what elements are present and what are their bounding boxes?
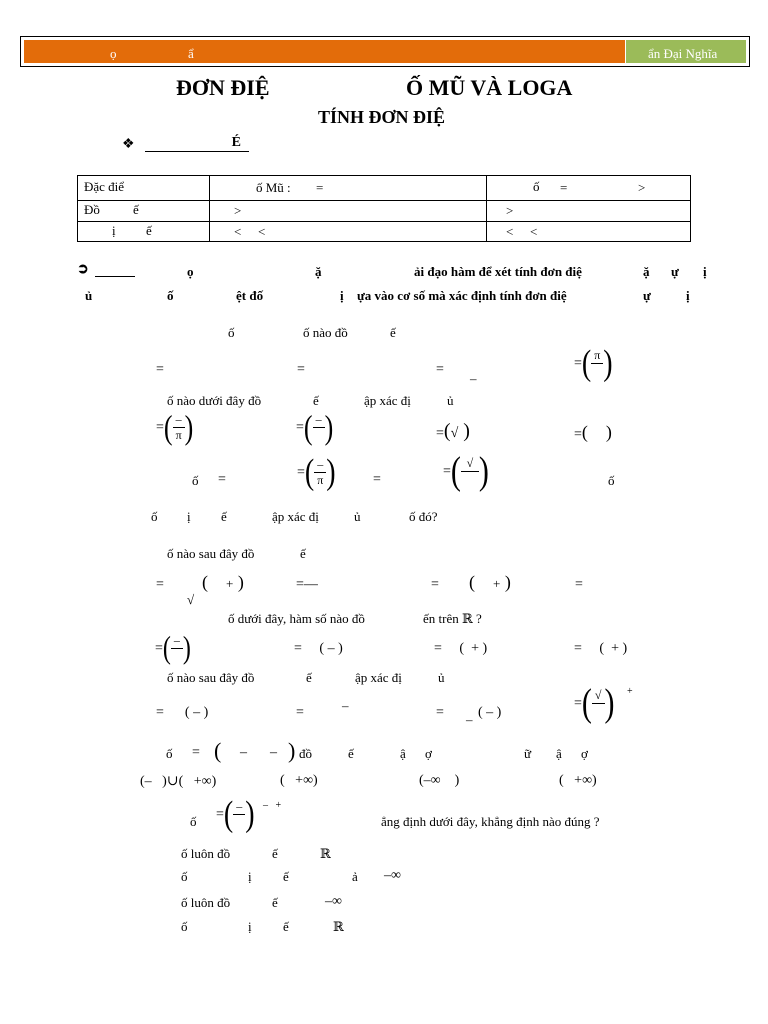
q7-option-c: (–∞ ) (419, 773, 460, 788)
q8-option-d: ℝ (333, 919, 344, 934)
table-cell: ị (112, 223, 116, 238)
q7-stem: ế (348, 746, 354, 761)
q4-paren-a: ( + ) (202, 572, 244, 592)
q7-stem: ố (166, 746, 173, 761)
comparison-table (77, 175, 691, 242)
q8-option-a: ế (272, 846, 278, 861)
table-cell: > (638, 180, 646, 195)
q6-option-d: =( √ ) (574, 681, 615, 725)
q3-stem: = (373, 472, 381, 487)
table-cell: ố (533, 179, 540, 194)
q7-stem: – (270, 745, 277, 760)
q3-stem: ố (192, 473, 199, 488)
q1-option-d: =( π ) (574, 342, 613, 383)
q7-stem: ợ (581, 746, 588, 761)
intro-text: ố (167, 288, 174, 303)
q1-stem: ố nào đồ (303, 325, 348, 340)
q8-option-b: ế (283, 869, 289, 884)
q7-stem: = (192, 745, 200, 760)
q1-minus: – (470, 371, 477, 386)
table-cell: < (506, 224, 514, 239)
q5-option-b: = ( – ) (294, 641, 343, 656)
header-fragment: ọ (110, 46, 117, 61)
table-cell: ế (133, 202, 139, 217)
table-cell: Đặc điể (84, 179, 125, 194)
table-cell: ế (146, 223, 152, 238)
q2-stem: ố nào dưới đây đồ (167, 393, 262, 408)
q4-stem: ế (300, 546, 306, 561)
q6-stem: ế (306, 670, 312, 685)
q8-option-b: ố (181, 869, 188, 884)
intro-text: ị (686, 288, 690, 303)
intro-text: ự (643, 288, 651, 303)
q8-option-c: ố luôn đồ (181, 895, 231, 910)
q4-option-d: = (575, 577, 583, 592)
q5-stem: ố dưới đây, hàm số nào đồ (228, 611, 365, 626)
q4-paren-c: ( + ) (469, 572, 511, 592)
q5-option-c: = ( + ) (434, 641, 488, 656)
q6-paren-c: ( – ) (478, 705, 502, 720)
page-subtitle: TÍNH ĐƠN ĐIỆ (318, 107, 446, 127)
intro-blank-underline (95, 262, 135, 277)
table-cell: = (560, 180, 568, 195)
q3-stem: ị (187, 509, 191, 524)
arrow-icon: ➲ (77, 262, 89, 277)
q8-option-d: ố (181, 919, 188, 934)
intro-text: ặ (643, 264, 650, 279)
q3-stem: ố (608, 473, 615, 488)
q6-superscript: – (342, 698, 349, 713)
table-cell: > (234, 203, 242, 218)
q4-option-c: = (431, 577, 439, 592)
q8-option-d: ị (248, 919, 252, 934)
q2-option-c: =(√ ) (436, 420, 470, 442)
table-cell: Đồ (84, 202, 100, 217)
intro-text: ị (703, 264, 707, 279)
q7-option-d: ( +∞) (559, 773, 597, 788)
q8-option-c: ế (272, 895, 278, 910)
q3-stem: ố (151, 509, 158, 524)
q5-option-d: = ( + ) (574, 641, 628, 656)
q7-stem: ậ (400, 746, 406, 761)
q8-stem: ố (190, 814, 197, 829)
intro-text: ệt đố (236, 288, 264, 303)
q7-stem: ữ (524, 746, 532, 761)
table-cell: < (234, 224, 242, 239)
q8-option-a: ℝ (320, 846, 331, 861)
q6-stem: ố nào sau đây đồ (167, 670, 255, 685)
q6-option-b: = (296, 705, 304, 720)
q7-paren: ) (288, 738, 296, 763)
intro-text: ựa vào cơ số mà xác định tính đơn điệ (357, 288, 567, 303)
q4-option-b: =— (296, 577, 318, 592)
table-cell: = (316, 180, 324, 195)
intro-text: ọ (187, 264, 194, 279)
intro-text: ủ (85, 288, 93, 303)
q7-stem: đồ (299, 746, 312, 761)
q4-option-a: = (156, 577, 164, 592)
q2-stem: ế (313, 393, 319, 408)
q6-option-c: = (436, 705, 444, 720)
q2-stem: ủ (447, 393, 454, 408)
page-title-left: ĐƠN ĐIỆ (176, 75, 270, 100)
header-author-band (626, 40, 746, 63)
q3-stem: ố đó? (409, 509, 438, 524)
q6-exponent: + (627, 686, 633, 697)
q1-stem: ế (390, 325, 396, 340)
author-name: ẩn Đại Nghĩa (648, 46, 718, 61)
table-cell: ố Mũ : (256, 180, 291, 195)
section-heading: É (145, 135, 249, 152)
q2-option-d: =( ) (574, 422, 612, 442)
q7-stem: – (240, 745, 247, 760)
q1-option-a: = (156, 362, 164, 377)
q5-stem: ến trên ℝ ? (423, 611, 482, 626)
q3-stem: ế (221, 509, 227, 524)
q1-option-c: = (436, 362, 444, 377)
q3-stem: ập xác đị (272, 509, 319, 524)
q2-option-a: =( $\frac{-}{\pi}$ ) (156, 408, 194, 446)
q3-expr-d: =( √ ) (443, 449, 489, 493)
q8-option-b: ả (352, 869, 358, 884)
q5-option-a: =( – ) (155, 631, 191, 666)
q7-option-b: ( +∞) (280, 773, 318, 788)
q4-sqrt: √ (187, 592, 195, 607)
header-bar (20, 36, 750, 67)
q8-option-b: –∞ (384, 868, 401, 883)
q8-option-d: ế (283, 919, 289, 934)
q4-stem: ố nào sau đây đồ (167, 546, 255, 561)
q3-expr-b: =( $\frac{-}{\pi}$ ) (297, 451, 336, 492)
table-cell: < (530, 224, 538, 239)
intro-text: ự (671, 264, 679, 279)
table-cell: > (506, 203, 514, 218)
table-cell: < (258, 224, 266, 239)
q7-paren: ( (214, 738, 222, 763)
q1-option-b: = (297, 362, 305, 377)
q8-expr: =( – ) (216, 793, 255, 834)
page-title-right: Ố MŨ VÀ LOGA (406, 75, 573, 100)
intro-text: ị (340, 288, 344, 303)
q2-stem: ập xác đị (364, 393, 411, 408)
header-orange-band (24, 40, 625, 63)
q8-stem: ẳng định dưới đây, khẳng định nào đúng ? (381, 814, 600, 829)
header-fragment: ẩ (188, 46, 194, 61)
q6-stem: ủ (438, 670, 445, 685)
q8-option-b: ị (248, 869, 252, 884)
q6-option-a: = ( – ) (156, 705, 209, 720)
q2-option-b: =( – ) (296, 408, 334, 446)
section-bullet-icon: ❖ (122, 137, 135, 152)
q3-stem: = (218, 472, 226, 487)
q3-stem: ủ (354, 509, 361, 524)
q1-stem: ố (228, 325, 235, 340)
q7-option-a: (– )∪( +∞) (140, 774, 217, 789)
q8-option-c: –∞ (325, 894, 342, 909)
q7-stem: ậ (556, 746, 562, 761)
q8-exponent: – + (263, 800, 282, 811)
q6-stem: ập xác đị (355, 670, 402, 685)
intro-text: ặ (315, 264, 322, 279)
q8-option-a: ố luôn đồ (181, 846, 231, 861)
intro-text: ải đạo hàm để xét tính đơn điệ (414, 264, 582, 279)
q6-minus: – (466, 712, 473, 727)
q7-stem: ợ (425, 746, 432, 761)
